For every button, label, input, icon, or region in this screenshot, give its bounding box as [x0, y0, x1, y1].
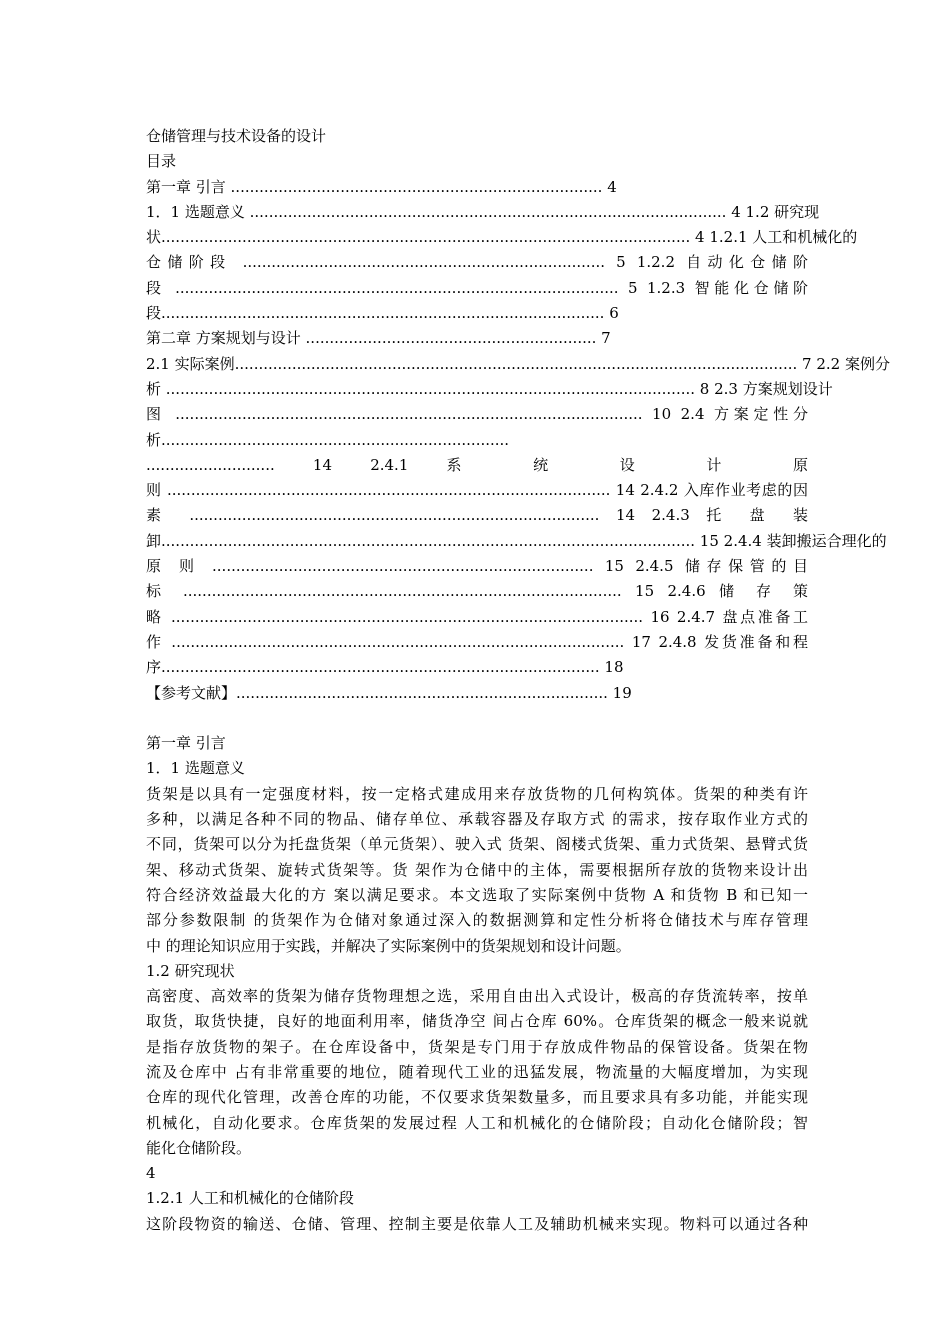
paragraph-line: 符合经济效益最大化的方 案以满足要求。本文选取了实际案例中货物 A 和货物 B 和已知一: [146, 885, 808, 904]
document-page: [146, 124, 890, 1237]
table-of-contents: [146, 175, 890, 706]
page-number: 4: [146, 1164, 156, 1183]
toc-line[interactable]: 段............................................................................................. 6: [146, 304, 619, 323]
toc-line[interactable]: 作 ............................................................................................... 17 2.4.8 发货准备和程: [146, 632, 808, 651]
paragraph-line: 高密度、高效率的货架为储存货物理想之选，采用自由出入式设计，极高的存货流转率，按单: [146, 987, 808, 1006]
section-heading: 1．1 选题意义: [146, 759, 245, 778]
toc-line[interactable]: 1．1 选题意义 .................................................................................................... 4 1.2 研究现: [146, 202, 820, 221]
toc-line[interactable]: 标 ............................................................................................ 15 2.4.6 储 存 策: [146, 582, 808, 601]
paragraph-line: 货架是以具有一定强度材料，按一定格式建成用来存放货物的几何构筑体。货架的种类有许: [146, 784, 808, 803]
section-heading: 1.2 研究现状: [146, 961, 235, 980]
paragraph-line: 能化仓储阶段。: [146, 1138, 252, 1157]
paragraph-line: 部分参数限制 的货架作为仓储对象通过深入的数据测算和定性分析将仓储技术与库存管理: [146, 911, 808, 930]
section-heading: 1.2.1 人工和机械化的仓储阶段: [146, 1189, 354, 1208]
paragraph-line: 机械化，自动化要求。仓库货架的发展过程 人工和机械化的仓储阶段；自动化仓储阶段；智: [146, 1113, 808, 1132]
paragraph-selection-significance: [146, 782, 808, 959]
toc-line[interactable]: 析 ............................................................................................................... 8 2.3 方案规划设计: [146, 379, 833, 398]
toc-heading: 目录: [146, 152, 177, 171]
paragraph-line: 流及仓库中 占有非常重要的地位，随着现代工业的迅猛发展，物流量的大幅度增加，为实现: [146, 1062, 808, 1081]
paragraph-line: 多种，以满足各种不同的物品、储存单位、承载容器及存取方式 的需求，按存取作业方式的: [146, 810, 808, 829]
toc-line[interactable]: 序............................................................................................ 18: [146, 658, 624, 677]
paragraph-research-status: [146, 984, 808, 1161]
paragraph-line: 是指存放货物的架子。在仓库设备中，货架是专门用于存放成件物品的保管设备。货架在物: [146, 1037, 808, 1056]
paragraph-line: 不同，货架可以分为托盘货架（单元货架）、驶入式 货架、阁楼式货架、重力式货架、悬臂式货: [146, 835, 808, 854]
toc-line[interactable]: 段 ............................................................................................. 5 1.2.3 智能化仓储阶: [146, 278, 808, 297]
document-title: 仓储管理与技术设备的设计: [146, 127, 327, 145]
toc-line[interactable]: 【参考文献】.............................................................................. 19: [146, 683, 632, 702]
chapter-heading: 第一章 引言: [146, 734, 226, 753]
toc-line[interactable]: 卸................................................................................................................ 15 2.4.4 装卸搬运合理化的: [146, 531, 887, 550]
toc-line[interactable]: 素 ...................................................................................... 14 2.4.3 托 盘 装: [146, 506, 808, 525]
toc-line[interactable]: 析.........................................................................: [146, 430, 510, 449]
toc-line[interactable]: 图 .................................................................................................. 10 2.4 方案定性分: [146, 405, 808, 424]
toc-line[interactable]: 则 ............................................................................................. 14 2.4.2 入库作业考虑的因: [146, 481, 808, 500]
paragraph-line: 这阶段物资的输送、仓储、管理、控制主要是依靠人工及辅助机械来实现。物料可以通过各种: [146, 1214, 808, 1233]
paragraph-line: 架、移动式货架、旋转式货架等。货 架作为仓储中的主体，需要根据所存放的货物来设计出: [146, 860, 808, 879]
paragraph-manual-stage: [146, 1212, 808, 1237]
toc-line[interactable]: 略 ................................................................................................... 16 2.4.7 盘点准备工: [146, 607, 808, 626]
spacer: [146, 706, 808, 731]
paragraph-line: 取货，取货快捷，良好的地面利用率，储货净空 间占仓库 60%。仓库货架的概念一般来说就: [146, 1012, 808, 1031]
paragraph-line: 仓库的现代化管理，改善仓库的功能，不仅要求货架数量多，而且要求具有多功能，并能实现: [146, 1088, 808, 1107]
paragraph-line: 中 的理论知识应用于实践，并解决了实际案例中的货架规划和设计问题。: [146, 936, 631, 955]
toc-line[interactable]: ........................... 14 2.4.1 系 统 设 计 原: [146, 455, 808, 474]
toc-line[interactable]: 原 则 ................................................................................ 15 2.4.5 储存保管的目: [146, 557, 808, 576]
toc-line[interactable]: 第一章 引言 .............................................................................. 4: [146, 177, 617, 196]
toc-line[interactable]: 仓储阶段 ............................................................................ 5 1.2.2 自动化仓储阶: [146, 253, 808, 272]
toc-line[interactable]: 状............................................................................................................... 4 1.2.1 人工和机械化的: [146, 228, 858, 247]
toc-line[interactable]: 2.1 实际案例...................................................................................................................... 7 2.2 案例分: [146, 354, 890, 373]
toc-line[interactable]: 第二章 方案规划与设计 ............................................................. 7: [146, 329, 611, 348]
